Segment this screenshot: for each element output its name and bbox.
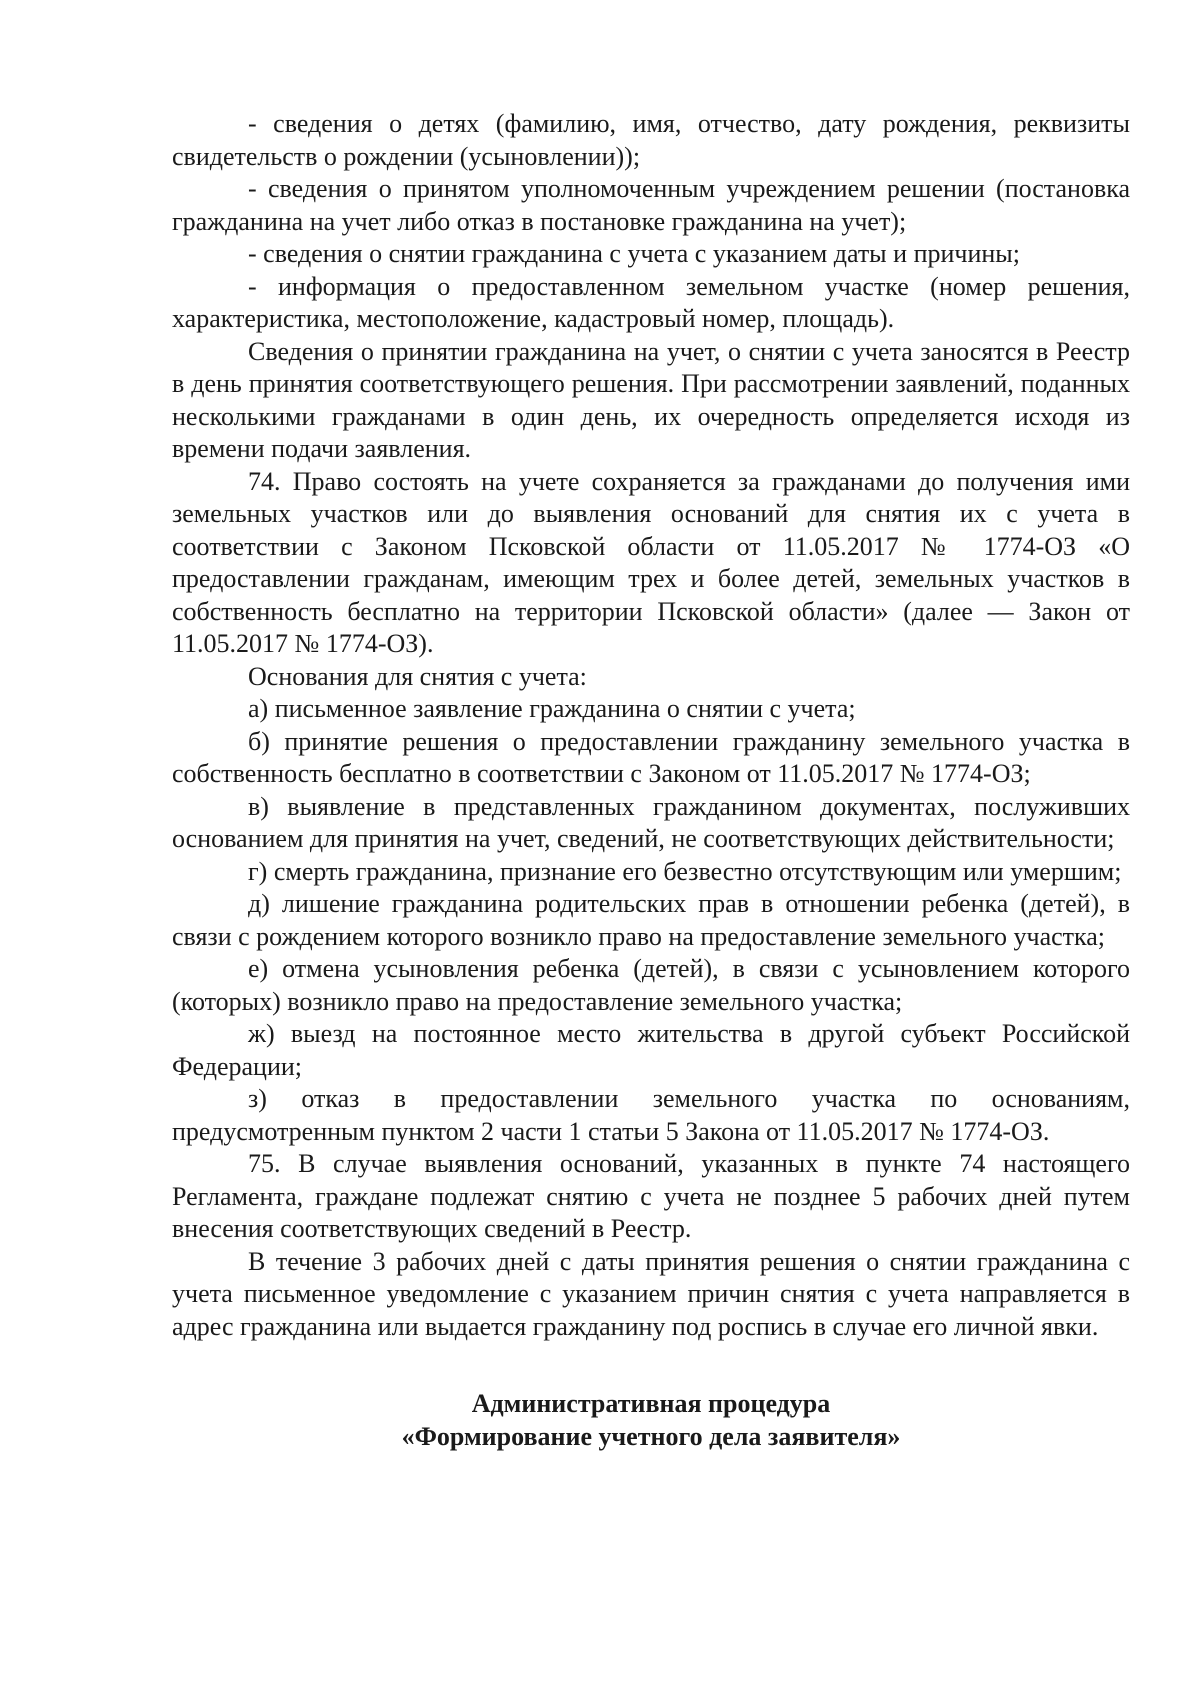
paragraph-clause-75: 75. В случае выявления оснований, указанных в пункте 74 настоящего Регламента, граждане подлежат снятию с учета не позднее 5 рабочих дней путем внесения соответствующих сведений в Реестр. (172, 1149, 1130, 1243)
section-heading-line-1: Административная процедура (471, 1389, 831, 1418)
paragraph-notification: В течение 3 рабочих дней с даты принятия решения о снятии гражданина с учета письменное уведомление с указанием причин снятия с учета направляется в адрес гражданина или выдается гражданину под роспись в случае его личной явки. (172, 1246, 1130, 1341)
list-item-v: в) выявление в представленных гражданином документах, послуживших основанием для принятия на учет, сведений, не соответствующих действительности; (172, 791, 1130, 853)
list-item-a: а) письменное заявление гражданина о снятии с учета; (248, 694, 856, 723)
document-page (172, 108, 1130, 1453)
paragraph-decision-info: - сведения о принятом уполномоченным учреждением решении (постановка гражданина на учет либо отказ в постановке гражданина на учет); (172, 174, 1130, 236)
section-heading (172, 1388, 1130, 1453)
paragraph-land-plot-info: - информация о предоставленном земельном участке (номер решения, характеристика, местоположение, кадастровый номер, площадь). (172, 271, 1130, 333)
list-item-e: е) отмена усыновления ребенка (детей), в связи с усыновлением которого (которых) возникло право на предоставление земельного участка; (172, 954, 1130, 1016)
list-item-d: д) лишение гражданина родительских прав в отношении ребенка (детей), в связи с рождением которого возникло право на предоставление земельного участка; (172, 889, 1130, 951)
list-item-z: з) отказ в предоставлении земельного участка по основаниям, предусмотренным пунктом 2 части 1 статьи 5 Закона от 11.05.2017 № 1774-ОЗ. (172, 1084, 1130, 1146)
paragraph-clause-74: 74. Право состоять на учете сохраняется за гражданами до получения ими земельных участков или до выявления оснований для снятия их с учета в соответствии с Законом Псковской области от 11.05.2017 № 1774-ОЗ «О предоставлении гражданам, имеющим трех и более детей, земельных участков в собственность бесплатно на территории Псковской области» (далее — Закон от 11.05.2017 № 1774-ОЗ). (172, 466, 1130, 658)
section-heading-line-2: «Формирование учетного дела заявителя» (401, 1421, 901, 1451)
paragraph-removal-info: - сведения о снятии гражданина с учета с указанием даты и причины; (248, 239, 1020, 268)
list-item-b: б) принятие решения о предоставлении гражданину земельного участка в собственность бесплатно в соответствии с Законом от 11.05.2017 № 1774-ОЗ; (172, 726, 1130, 788)
paragraph-removal-grounds-intro: Основания для снятия с учета: (248, 661, 587, 691)
list-item-zh: ж) выезд на постоянное место жительства в другой субъект Российской Федерации; (172, 1019, 1130, 1081)
paragraph-children-info: - сведения о детях (фамилию, имя, отчество, дату рождения, реквизиты свидетельств о рождении (усыновлении)); (172, 109, 1130, 171)
paragraph-registry-entry: Сведения о принятии гражданина на учет, о снятии с учета заносятся в Реестр в день принятия соответствующего решения. При рассмотрении заявлений, поданных несколькими гражданами в один день, их очередность определяется исходя из времени подачи заявления. (172, 336, 1130, 463)
list-item-g: г) смерть гражданина, признание его безвестно отсутствующим или умершим; (248, 856, 1122, 886)
